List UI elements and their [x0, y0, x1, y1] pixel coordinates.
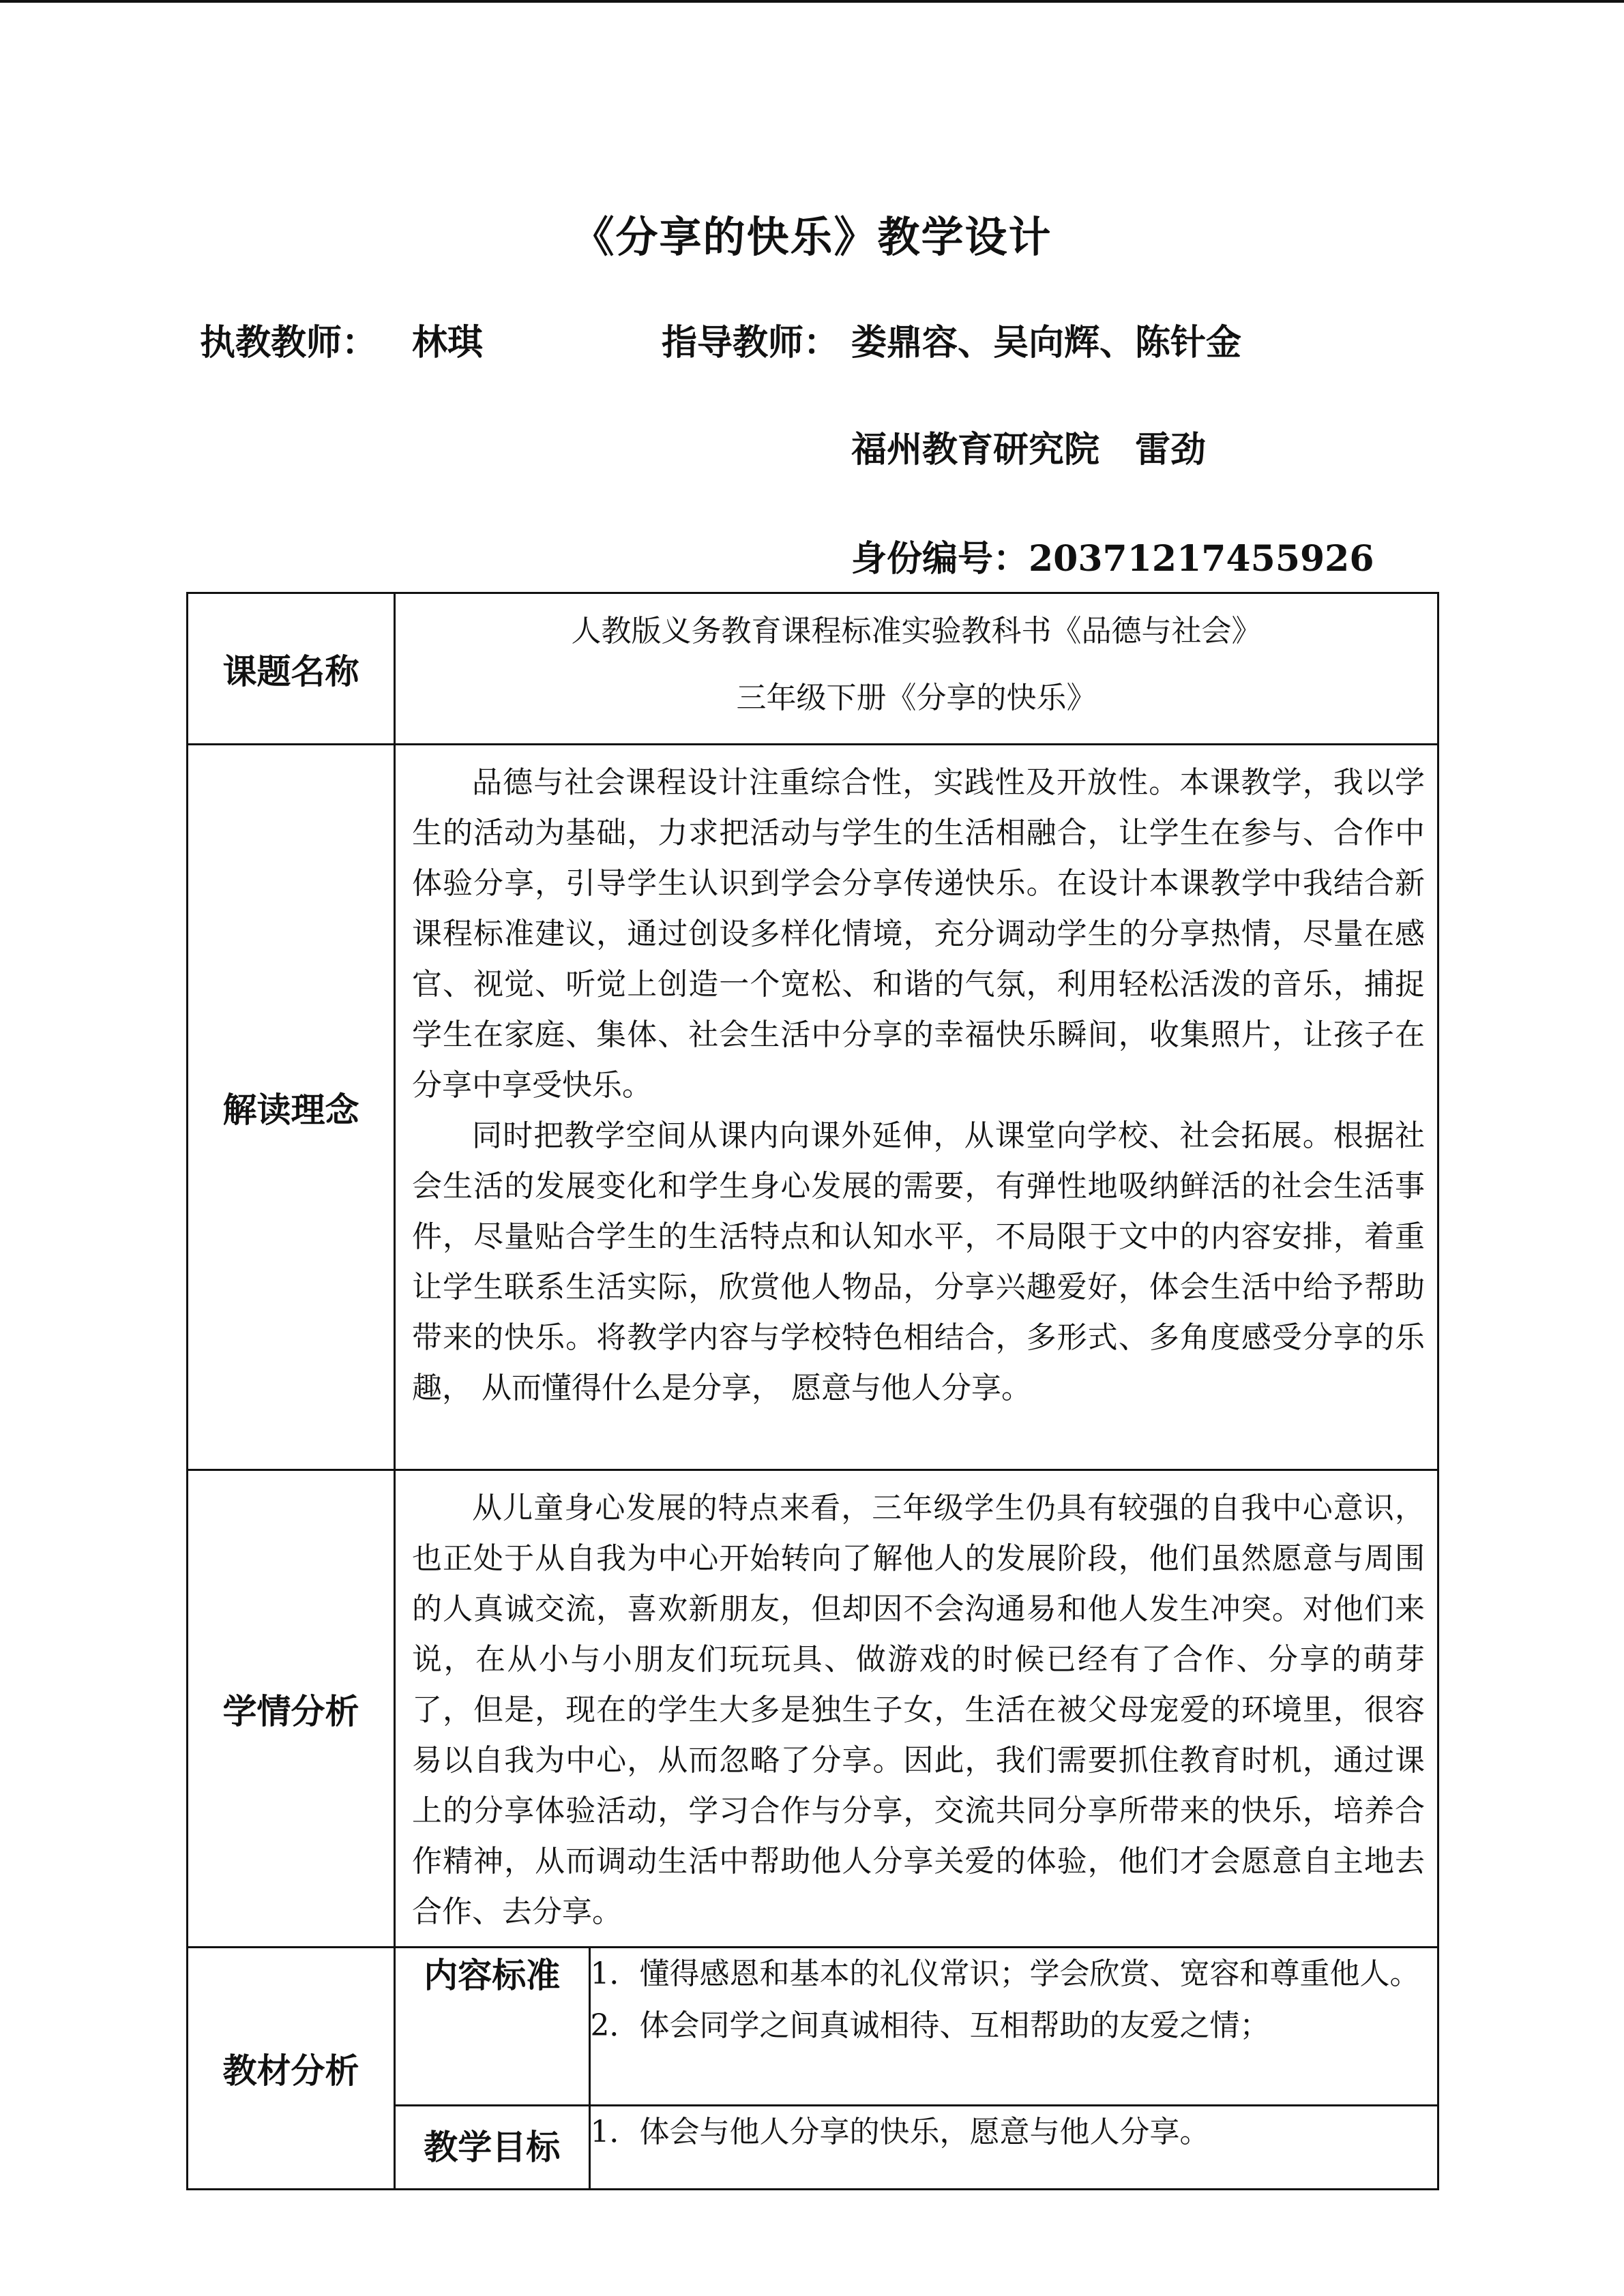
materials-label: 教材分析: [188, 1948, 395, 2190]
standard-label: 内容标准: [396, 1948, 589, 2105]
topic-line-2: 三年级下册《分享的快乐》: [736, 681, 1097, 715]
topic-row: [188, 593, 1438, 745]
concept-cell: [395, 745, 1438, 1470]
concept-row: [188, 745, 1438, 1470]
standard-item-1: 1．懂得感恩和基本的礼仪常识；学会欣赏、宽容和尊重他人。: [590, 1956, 1420, 1991]
standard-row: [396, 1948, 1437, 2105]
concept-paragraph-1: 品德与社会课程设计注重综合性，实践性及开放性。本课教学，我以学生的活动为基础，力求把活动与学生的生活相融合，让学生在参与、合作中体验分享，引导学生认识到学会分享传递快乐。在设计本课教学中我结合新课程标准建议，通过创设多样化情境，充分调动学生的分享热情，尽量在感官、视觉、听觉上创造一个宽松、和谐的气氛，利用轻松活泼的音乐，捕捉学生在家庭、集体、社会生活中分享的幸福快乐瞬间，收集照片，让孩子在分享中享受快乐。: [412, 765, 1425, 1103]
advisor-label: 指导教师：: [662, 322, 840, 363]
analysis-cell: [395, 1470, 1438, 1948]
materials-inner-table: [396, 1948, 1437, 2188]
teacher-label: 执教教师：: [200, 322, 378, 363]
concept-paragraph-2: 同时把教学空间从课内向课外延伸，从课堂向学校、社会拓展。根据社会生活的发展变化和学生身心发展的需要，有弹性地吸纳鲜活的社会生活事件，尽量贴合学生的生活特点和认知水平，不局限于文中的内容安排，着重让学生联系生活实际，欣赏他人物品，分享兴趣爱好，体会生活中给予帮助带来的快乐。将教学内容与学校特色相结合，多形式、多角度感受分享的乐趣， 从而懂得什么是分享， 愿意与他人分享。: [412, 1118, 1425, 1405]
analysis-row: [188, 1470, 1438, 1948]
advisor-names: 娄鼎容、吴向辉、陈针金: [851, 322, 1242, 363]
standard-content: [589, 1948, 1437, 2105]
analysis-label: 学情分析: [188, 1470, 395, 1948]
goal-row: [396, 2105, 1437, 2188]
topic-line-1: 人教版义务教育课程标准实验教科书《品德与社会》: [571, 614, 1262, 648]
institute-line: 福州教育研究院 雷劲: [851, 429, 1207, 471]
concept-label: 解读理念: [188, 745, 395, 1470]
materials-cell: [395, 1948, 1438, 2190]
document-title: 《分享的快乐》教学设计: [572, 212, 1052, 262]
goal-label: 教学目标: [396, 2105, 589, 2188]
lesson-design-table: [186, 592, 1439, 2190]
topic-label: 课题名称: [188, 593, 395, 745]
materials-row: [188, 1948, 1438, 2190]
teacher-name: 林琪: [412, 322, 484, 363]
analysis-paragraph: 从儿童身心发展的特点来看，三年级学生仍具有较强的自我中心意识，也正处于从自我为中心开始转向了解他人的发展阶段，他们虽然愿意与周围的人真诚交流，喜欢新朋友，但却因不会沟通易和他人发生冲突。对他们来说，在从小与小朋友们玩玩具、做游戏的时候已经有了合作、分享的萌芽了，但是，现在的学生大多是独生子女，生活在被父母宠爱的环境里，很容易以自我为中心，从而忽略了分享。因此，我们需要抓住教育时机，通过课上的分享体验活动，学习合作与分享，交流共同分享所带来的快乐，培养合作精神，从而调动生活中帮助他人分享关爱的体验，他们才会愿意自主地去合作、去分享。: [412, 1491, 1425, 1929]
topic-cell: [395, 593, 1438, 745]
page-top-border: [0, 0, 1624, 3]
id-number-line: 身份编号：20371217455926: [851, 538, 1374, 580]
goal-item-1: 1．体会与他人分享的快乐，愿意与他人分享。: [590, 2114, 1210, 2149]
goal-content: [589, 2105, 1437, 2188]
standard-item-2: 2．体会同学之间真诚相待、互相帮助的友爱之情；: [590, 2008, 1270, 2043]
